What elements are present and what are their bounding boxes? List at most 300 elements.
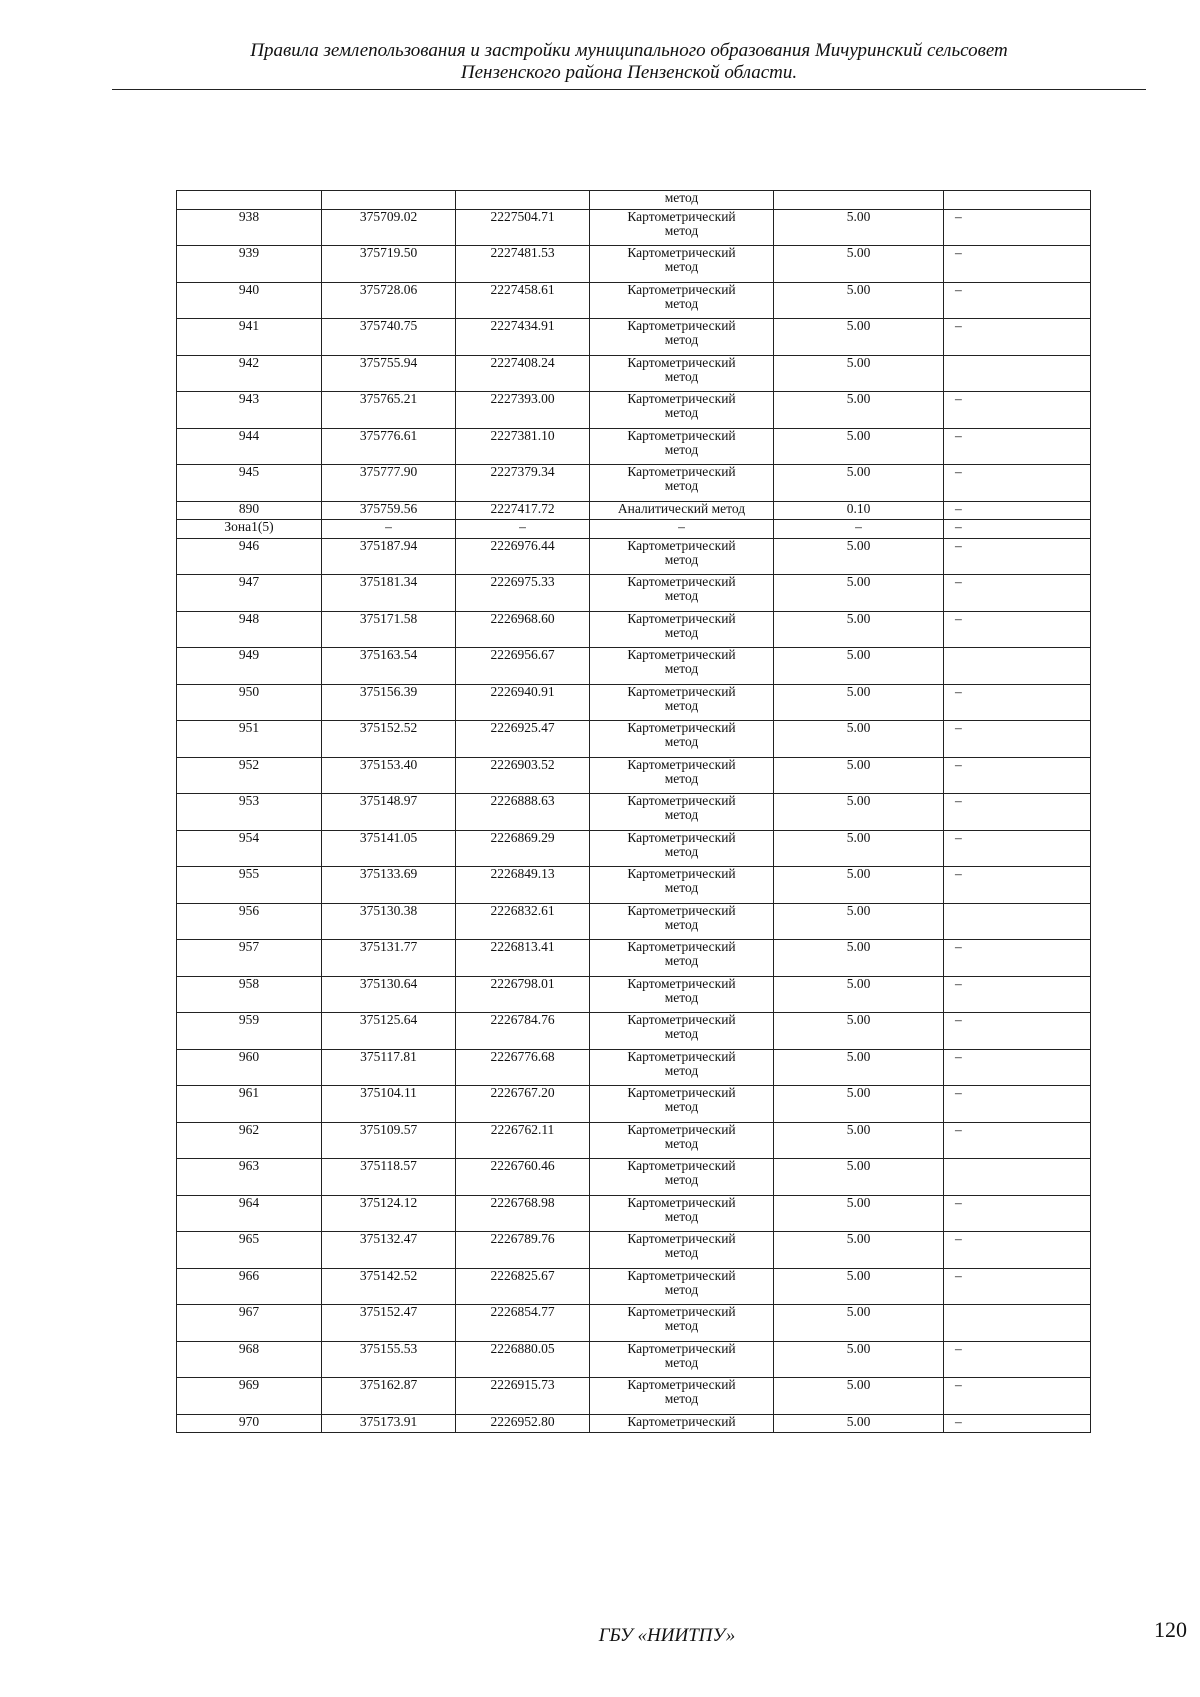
cell-method: метод: [590, 191, 774, 210]
cell-x: [322, 1414, 456, 1433]
cell-description: [944, 903, 1091, 940]
table-row: [177, 1122, 1091, 1159]
cell-method-text: Картометрический: [627, 1195, 736, 1210]
cell-y-text: 2227381.10: [490, 428, 555, 443]
cell-description-text: –: [955, 318, 962, 333]
cell-x-text: 375709.02: [359, 209, 418, 224]
cell-point-number-text: 945: [238, 464, 260, 479]
cell-point-number: [177, 1195, 322, 1232]
cell-method-line-2: метод: [664, 880, 699, 895]
cell-point-number: [177, 1378, 322, 1415]
cell-y: [456, 246, 590, 283]
table-row: [177, 757, 1091, 794]
cell-point-number: [177, 1232, 322, 1269]
cell-x: [322, 538, 456, 575]
table-row: [177, 1268, 1091, 1305]
cell-method: [590, 428, 774, 465]
cell-accuracy: [774, 246, 944, 283]
cell-x: [322, 1305, 456, 1342]
cell-x-text: 375133.69: [359, 866, 418, 881]
cell-y-text: 2226854.77: [490, 1304, 555, 1319]
cell-x-text: 375181.34: [359, 574, 418, 589]
cell-point-number: [177, 794, 322, 831]
cell-method: [590, 940, 774, 977]
cell-accuracy: [774, 355, 944, 392]
cell-y: [456, 1305, 590, 1342]
cell-y-text: 2226798.01: [490, 976, 555, 991]
cell-description: [944, 976, 1091, 1013]
cell-method-text: Картометрический: [627, 1341, 736, 1356]
cell-method-line-2: метод: [664, 989, 699, 1005]
cell-accuracy: [774, 1195, 944, 1232]
coordinates-table: [176, 190, 1091, 1433]
cell-accuracy-text: 5.00: [846, 1195, 871, 1210]
cell-y: [456, 648, 590, 685]
cell-y: [456, 191, 590, 210]
cell-point-number-text: 950: [238, 684, 260, 699]
cell-description-text: –: [955, 793, 962, 808]
cell-accuracy: [774, 1305, 944, 1342]
cell-method-line-2: метод: [664, 295, 699, 311]
cell-point-number: [177, 940, 322, 977]
cell-method-line-2: метод: [664, 588, 699, 603]
cell-point-number-text: 940: [238, 282, 260, 297]
cell-method: [590, 209, 774, 246]
cell-y-text: 2227481.53: [490, 245, 555, 260]
cell-y-text: 2227458.61: [490, 282, 555, 297]
cell-y-text: 2226915.73: [490, 1377, 555, 1392]
cell-method-text: Картометрический: [627, 1158, 736, 1173]
cell-accuracy-text: 5.00: [846, 830, 871, 845]
cell-method-line-2: метод: [664, 368, 699, 384]
cell-method-line-2: метод: [664, 1172, 699, 1187]
cell-point-number-text: 948: [238, 611, 260, 626]
footer-organization: ГБУ «НИИТПУ»: [598, 1625, 736, 1646]
cell-point-number-text: 963: [238, 1158, 260, 1173]
cell-description-text: –: [955, 720, 962, 735]
cell-description-text: –: [955, 939, 962, 954]
cell-point-number: [177, 1341, 322, 1378]
cell-x-text: 375152.47: [359, 1304, 418, 1319]
cell-method: [590, 465, 774, 502]
cell-x-text: 375765.21: [359, 391, 418, 406]
cell-y-text: 2226888.63: [490, 793, 555, 808]
cell-point-number: [177, 903, 322, 940]
cell-method-text: Картометрический: [627, 757, 736, 772]
cell-method-line-2: метод: [664, 441, 699, 457]
cell-method-line-2: метод: [664, 697, 699, 713]
cell-point-number: [177, 520, 322, 539]
cell-method: [590, 757, 774, 794]
cell-x-text: 375125.64: [359, 1012, 418, 1027]
table-row: [177, 1086, 1091, 1123]
table-row: [177, 1232, 1091, 1269]
cell-accuracy-text: 5.00: [846, 1341, 871, 1356]
cell-accuracy-text: 5.00: [846, 318, 871, 333]
cell-x-text: 375153.40: [359, 757, 418, 772]
table-row: [177, 209, 1091, 246]
cell-description: [944, 1049, 1091, 1086]
cell-method: [590, 1414, 774, 1433]
cell-method-text: Картометрический: [627, 1414, 736, 1429]
cell-point-number: [177, 501, 322, 520]
table-row-continued: [177, 191, 1091, 210]
cell-point-number-text: 969: [238, 1377, 260, 1392]
cell-y-text: 2226832.61: [490, 903, 555, 918]
cell-x: [322, 648, 456, 685]
cell-y-text: 2227379.34: [490, 464, 555, 479]
cell-point-number-text: 890: [238, 501, 260, 516]
cell-description-text: –: [955, 391, 962, 406]
cell-point-number: [177, 684, 322, 721]
cell-accuracy: [774, 1414, 944, 1433]
cell-description: [944, 867, 1091, 904]
cell-method-line-2: метод: [664, 1318, 699, 1333]
cell-y-text: 2226952.80: [490, 1414, 555, 1429]
cell-method-text: Картометрический: [627, 1304, 736, 1319]
cell-x: [322, 392, 456, 429]
cell-description-text: –: [955, 684, 962, 699]
cell-x: [322, 1378, 456, 1415]
cell-accuracy-text: 5.00: [846, 1231, 871, 1246]
cell-method-line-2: метод: [664, 259, 699, 274]
cell-method-text: Картометрический: [627, 647, 736, 662]
cell-description: [944, 721, 1091, 758]
cell-x-text: 375171.58: [359, 611, 418, 626]
cell-x-text: 375187.94: [359, 538, 418, 553]
cell-accuracy-text: 5.00: [846, 1414, 871, 1429]
cell-point-number-text: 959: [238, 1012, 260, 1027]
cell-description-text: –: [955, 1012, 962, 1027]
cell-point-number-text: 961: [238, 1085, 260, 1100]
cell-point-number-text: 958: [238, 976, 260, 991]
cell-x: [322, 684, 456, 721]
cell-method-line-2: метод: [664, 332, 699, 347]
cell-y-text: 2227434.91: [490, 318, 555, 333]
cell-point-number-text: 946: [238, 538, 260, 553]
cell-x: [322, 1195, 456, 1232]
cell-accuracy: [774, 684, 944, 721]
cell-accuracy-text: 5.00: [846, 428, 871, 443]
cell-description-text: –: [955, 282, 962, 297]
cell-method: [590, 1159, 774, 1196]
table-row: [177, 976, 1091, 1013]
cell-y: [456, 903, 590, 940]
cell-description: [944, 1414, 1091, 1433]
cell-x: [322, 1122, 456, 1159]
cell-point-number: [177, 1122, 322, 1159]
cell-y-text: 2226903.52: [490, 757, 555, 772]
table-row: [177, 355, 1091, 392]
cell-point-number-text: 954: [238, 830, 260, 845]
cell-accuracy: [774, 976, 944, 1013]
cell-x-text: 375117.81: [360, 1049, 417, 1064]
cell-point-number: [177, 355, 322, 392]
table-row: [177, 319, 1091, 356]
cell-method-text: Картометрический: [627, 830, 736, 845]
cell-accuracy-text: –: [855, 519, 862, 534]
cell-method-text: Картометрический: [627, 318, 736, 333]
cell-method-line-2: метод: [664, 734, 699, 749]
cell-description-text: –: [955, 538, 962, 553]
cell-point-number: [177, 465, 322, 502]
cell-method-text: Картометрический: [627, 1377, 736, 1392]
cell-accuracy-text: 5.00: [846, 355, 871, 370]
cell-accuracy: [774, 1268, 944, 1305]
cell-description: [944, 1159, 1091, 1196]
cell-x: [322, 794, 456, 831]
cell-x-text: 375759.56: [359, 501, 418, 516]
cell-x-text: 375141.05: [359, 830, 418, 845]
cell-method: [590, 1268, 774, 1305]
cell-accuracy-text: 5.00: [846, 464, 871, 479]
cell-method-line-2: метод: [664, 770, 699, 786]
cell-point-number: [177, 1159, 322, 1196]
cell-method: [590, 721, 774, 758]
cell-point-number: [177, 757, 322, 794]
cell-method-text: Картометрический: [627, 903, 736, 918]
cell-method-line-2: метод: [664, 624, 699, 640]
cell-point-number-text: 967: [238, 1304, 260, 1319]
cell-method-text: Картометрический: [627, 464, 736, 479]
cell-y-text: 2227393.00: [490, 391, 555, 406]
cell-point-number: [177, 575, 322, 612]
cell-y-text: 2227408.24: [490, 355, 555, 370]
cell-y: [456, 794, 590, 831]
cell-x: [322, 1268, 456, 1305]
cell-x: [322, 191, 456, 210]
cell-accuracy: [774, 940, 944, 977]
table-row: [177, 520, 1091, 539]
cell-point-number-text: 952: [238, 757, 260, 772]
cell-point-number: [177, 976, 322, 1013]
table-row: [177, 1414, 1091, 1433]
cell-description: [944, 319, 1091, 356]
cell-accuracy: [774, 1341, 944, 1378]
cell-point-number-text: 957: [238, 939, 260, 954]
cell-accuracy: [774, 1086, 944, 1123]
cell-method: [590, 538, 774, 575]
cell-x-text: 375132.47: [359, 1231, 418, 1246]
cell-y: [456, 1341, 590, 1378]
cell-method-line-2: метод: [664, 1391, 699, 1406]
cell-point-number-text: 956: [238, 903, 260, 918]
cell-method: [590, 355, 774, 392]
cell-description: [944, 520, 1091, 539]
cell-x: [322, 575, 456, 612]
cell-description: [944, 1195, 1091, 1232]
cell-method: [590, 794, 774, 831]
cell-method-text: –: [678, 519, 685, 534]
cell-y: [456, 976, 590, 1013]
cell-x-text: 375719.50: [359, 245, 418, 260]
cell-y: [456, 282, 590, 319]
cell-method-text: Картометрический: [627, 1085, 736, 1100]
cell-accuracy: [774, 757, 944, 794]
table-row: [177, 1049, 1091, 1086]
cell-x: [322, 867, 456, 904]
cell-point-number: [177, 246, 322, 283]
table-row: [177, 684, 1091, 721]
cell-method-text: Картометрический: [627, 282, 736, 297]
cell-method-text: Аналитический метод: [617, 501, 746, 516]
cell-x: [322, 501, 456, 520]
cell-y-text: 2226825.67: [490, 1268, 555, 1283]
cell-description: [944, 611, 1091, 648]
cell-method-text: Картометрический: [627, 866, 736, 881]
cell-method: [590, 520, 774, 539]
cell-accuracy-text: 5.00: [846, 720, 871, 735]
cell-x-text: 375728.06: [359, 282, 418, 297]
cell-description: [944, 1341, 1091, 1378]
table-row: [177, 830, 1091, 867]
cell-point-number: [177, 428, 322, 465]
cell-method-line-2: метод: [664, 916, 699, 932]
cell-description-text: –: [955, 611, 962, 626]
cell-accuracy: [774, 282, 944, 319]
cell-y: [456, 830, 590, 867]
cell-y: [456, 520, 590, 539]
cell-description-text: –: [955, 1085, 962, 1100]
cell-description-text: –: [955, 1341, 962, 1356]
cell-description: [944, 1268, 1091, 1305]
cell-method-line-2: метод: [664, 953, 699, 968]
cell-description-text: –: [955, 428, 962, 443]
cell-point-number-text: 943: [238, 391, 260, 406]
cell-point-number-text: Зона1(5): [224, 519, 274, 534]
cell-description: [944, 684, 1091, 721]
cell-description-text: –: [955, 245, 962, 260]
header-line-1: Правила землепользования и застройки муниципального образования Мичуринский сельсовет: [250, 40, 1008, 61]
cell-method-line-2: метод: [664, 222, 699, 238]
cell-x-text: 375148.97: [359, 793, 418, 808]
cell-description-text: –: [955, 830, 962, 845]
cell-y: [456, 721, 590, 758]
cell-method-text: Картометрический: [627, 1049, 736, 1064]
cell-method-line-2: метод: [664, 1135, 699, 1151]
cell-description-text: –: [955, 464, 962, 479]
cell-y: [456, 1013, 590, 1050]
cell-accuracy: [774, 721, 944, 758]
cell-accuracy-text: 5.00: [846, 391, 871, 406]
cell-method: [590, 1341, 774, 1378]
cell-description: [944, 757, 1091, 794]
cell-accuracy: [774, 1378, 944, 1415]
cell-method-line-2: метод: [664, 1099, 699, 1114]
cell-point-number-text: 970: [238, 1414, 260, 1429]
cell-y: [456, 757, 590, 794]
cell-accuracy: [774, 794, 944, 831]
cell-y: [456, 465, 590, 502]
cell-accuracy-text: 5.00: [846, 757, 871, 772]
cell-x: [322, 757, 456, 794]
cell-point-number-text: 939: [238, 245, 260, 260]
cell-accuracy: [774, 1232, 944, 1269]
table-row: [177, 1195, 1091, 1232]
cell-x: [322, 940, 456, 977]
cell-x: [322, 209, 456, 246]
cell-x: [322, 246, 456, 283]
cell-description-text: –: [955, 1377, 962, 1392]
cell-method-line-2: метод: [664, 661, 699, 676]
coordinates-table-body: [177, 191, 1091, 1433]
cell-point-number: [177, 538, 322, 575]
cell-point-number-text: 968: [238, 1341, 260, 1356]
table-row: [177, 648, 1091, 685]
cell-accuracy-text: 5.00: [846, 793, 871, 808]
cell-method: [590, 903, 774, 940]
cell-method: [590, 1195, 774, 1232]
table-row: [177, 611, 1091, 648]
cell-method: [590, 684, 774, 721]
table-row: [177, 1013, 1091, 1050]
cell-method-line-2: метод: [664, 405, 699, 420]
cell-x-text: 375130.38: [359, 903, 418, 918]
cell-method-line-2: метод: [664, 843, 699, 859]
cell-x: [322, 319, 456, 356]
running-header: [112, 40, 1146, 84]
cell-y-text: 2226776.68: [490, 1049, 555, 1064]
cell-y: [456, 1195, 590, 1232]
cell-point-number: [177, 1013, 322, 1050]
table-row: [177, 392, 1091, 429]
cell-description: [944, 1122, 1091, 1159]
cell-y-text: 2226760.46: [490, 1158, 555, 1173]
cell-description: [944, 575, 1091, 612]
cell-point-number: [177, 209, 322, 246]
table-row: [177, 501, 1091, 520]
table-row: [177, 1378, 1091, 1415]
cell-method: [590, 392, 774, 429]
cell-accuracy: [774, 191, 944, 210]
cell-description: [944, 940, 1091, 977]
cell-method-text: Картометрический: [627, 538, 736, 553]
cell-method-text: Картометрический: [627, 209, 736, 224]
cell-y: [456, 319, 590, 356]
cell-method: [590, 1122, 774, 1159]
cell-method: [590, 575, 774, 612]
cell-method: [590, 611, 774, 648]
cell-accuracy-text: 5.00: [846, 1122, 871, 1137]
cell-x-text: 375173.91: [359, 1414, 418, 1429]
cell-accuracy: [774, 1159, 944, 1196]
cell-x: [322, 721, 456, 758]
cell-description-text: –: [955, 1414, 962, 1429]
cell-y-text: 2226975.33: [490, 574, 555, 589]
cell-method-text: Картометрический: [627, 720, 736, 735]
cell-description: [944, 830, 1091, 867]
cell-y: [456, 684, 590, 721]
table-row: [177, 246, 1091, 283]
cell-method-line-2: метод: [664, 807, 699, 822]
cell-method-text: Картометрический: [627, 391, 736, 406]
cell-accuracy-text: 5.00: [846, 1049, 871, 1064]
header-line-2: Пензенского района Пензенской области.: [460, 62, 798, 83]
cell-y-text: 2226813.41: [490, 939, 555, 954]
cell-accuracy: [774, 428, 944, 465]
cell-method: [590, 648, 774, 685]
cell-accuracy: [774, 867, 944, 904]
cell-point-number: [177, 1086, 322, 1123]
cell-description: [944, 355, 1091, 392]
cell-accuracy-text: 0.10: [846, 501, 871, 516]
cell-x-text: 375777.90: [359, 464, 418, 479]
cell-x: [322, 830, 456, 867]
cell-point-number-text: 964: [238, 1195, 260, 1210]
cell-y: [456, 538, 590, 575]
cell-point-number: [177, 648, 322, 685]
cell-y-text: 2226762.11: [490, 1122, 555, 1137]
